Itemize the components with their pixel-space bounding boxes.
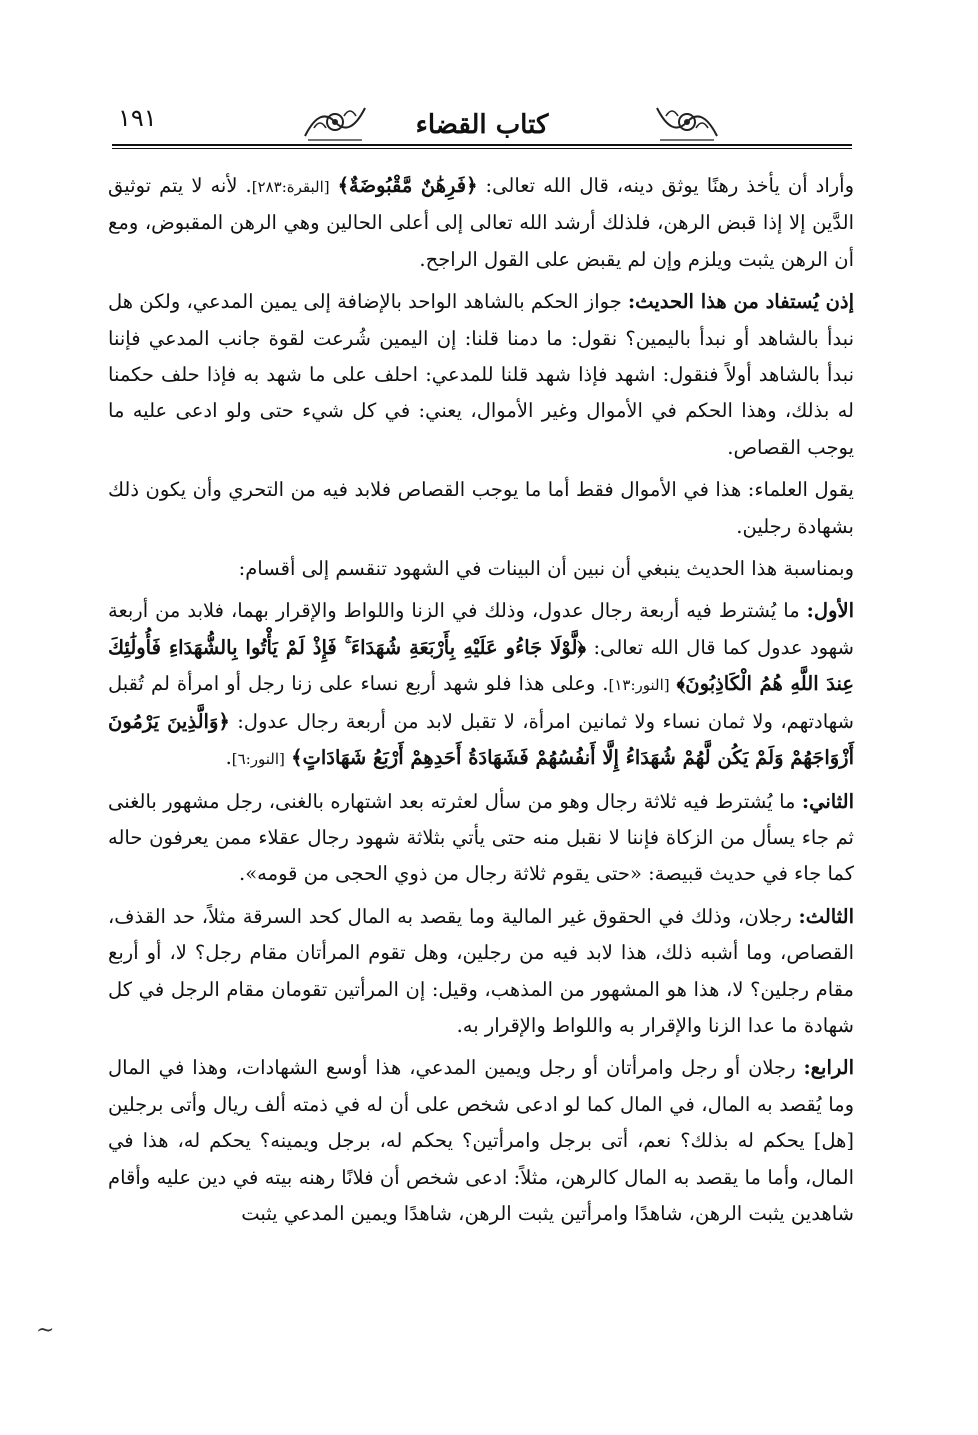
quran-quote: ﴿فَرِهَٰنٌ مَّقْبُوضَةٌ﴾ [337, 174, 478, 197]
quran-reference: [النور:١٣] [608, 676, 670, 695]
text-span: . [225, 746, 232, 770]
text-span: . لأنه لا يتم توثيق الدَّين إلا إذا قبض الرهن، فلذلك أرشد الله تعالى إلى أعلى الحالين وهي الرهن المقبوض، ومع أن الرهن يثبت ويلزم وإن لم يقبض على القول الراجح. [108, 174, 854, 271]
quran-quote: ﴿لَّوْلَا جَاءُو عَلَيْهِ بِأَرْبَعَةِ شُهَدَاءَ ۚ فَإِذْ لَمْ يَأْتُوا بِالشُّهَدَاءِ فَأُولَٰئِكَ عِندَ اللَّهِ هُمُ الْكَاذِبُونَ﴾ [108, 635, 854, 696]
paragraph-3 [108, 472, 854, 545]
paragraph-lead: الثالث: [798, 904, 854, 928]
right-ornament-icon [652, 96, 722, 148]
paragraph-4 [108, 551, 854, 587]
text-span: رجلان، وذلك في الحقوق غير المالية وما يقصد به المال كحد السرقة مثلاً، حد القذف، القصاص، وما أشبه ذلك، هذا لابد فيه من رجلين، وهل تقوم المرأتان مقام رجل؟ لا، أو أربع مقام رجلين؟ لا، هذا هو المشهور من المذهب، وقيل: إن المرأتين تقومان مقام الرجل في كل شهادة ما عدا الزنا والإقرار به واللواط والإقرار به. [108, 904, 854, 1037]
paragraph-lead: الأول: [806, 599, 854, 623]
quran-quote: ﴿وَالَّذِينَ يَرْمُونَ أَزْوَاجَهُمْ وَلَمْ يَكُن لَّهُمْ شُهَدَاءُ إِلَّا أَنفُسُهُمْ فَشَهَادَةُ أَحَدِهِمْ أَرْبَعُ شَهَادَاتٍ﴾ [108, 709, 854, 770]
text-span: ما يُشترط فيه أربعة رجال عدول، وذلك في الزنا واللواط والإقرار بهما، فلابد من أربعة شهود عدول كما قال الله تعالى: [108, 599, 854, 659]
paragraph-8 [108, 1050, 854, 1232]
margin-mark: ~ [36, 1318, 55, 1343]
body-text [108, 168, 854, 1238]
page-number: ١٩١ [118, 104, 157, 132]
paragraph-lead: الثاني: [801, 789, 854, 813]
paragraph-6 [108, 784, 854, 893]
header-title: كتاب القضاء [415, 110, 549, 140]
paragraph-lead: الرابع: [803, 1056, 854, 1080]
paragraph-7 [108, 899, 854, 1045]
quran-reference: [البقرة:٢٨٣] [251, 178, 330, 196]
paragraph-1 [108, 168, 854, 278]
header-rule [112, 144, 852, 149]
paragraph-2 [108, 284, 854, 466]
text-span: وبمناسبة هذا الحديث ينبغي أن نبين أن البينات في الشهود تنقسم إلى أقسام: [238, 557, 854, 581]
text-span: ما يُشترط فيه ثلاثة رجال وهو من سأل لعثرته بعد اشتهاره بالغنى، رجل مشهور بالغنى ثم جاء يسأل من الزكاة فإننا لا نقبل منه حتى يأتي بثلاثة شهود رجال عقلاء ممن يعرفون حاله كما جاء في حديث قبيصة: «حتى يقوم ثلاثة رجال من ذوي الحجى من قومه». [108, 789, 854, 886]
text-span: يقول العلماء: هذا في الأموال فقط أما ما يوجب القصاص فلابد فيه من التحري وأن يكون ذلك بشهادة رجلين. [108, 478, 854, 538]
paragraph-5 [108, 593, 854, 777]
quran-reference: [النور:٦] [231, 750, 285, 769]
text-span: جواز الحكم بالشاهد الواحد بالإضافة إلى يمين المدعي، ولكن هل نبدأ بالشاهد أو نبدأ باليمين؟ نقول: ما دمنا قلنا: إن اليمين شُرعت لقوة جانب المدعي فإننا نبدأ بالشاهد أولاً فنقول: اشهد فإذا شهد قلنا للمدعي: احلف على ما شهد به فإذا حلف حكمنا له بذلك، وهذا الحكم في الأموال وغير الأموال، يعني: في كل شيء حتى ولو ادعى عليه ما يوجب القصاص. [108, 290, 854, 459]
paragraph-lead: إذن يُستفاد من هذا الحديث: [627, 290, 854, 314]
text-span: وأراد أن يأخذ رهنًا يوثق دينه، قال الله تعالى: [477, 174, 854, 197]
text-span: رجلان أو رجل وامرأتان أو رجل ويمين المدعي، هذا أوسع الشهادات، وهذا في المال وما يُقصد به المال، في المال كما لو ادعى شخص على أن له في ذمته ألف ريال وأتى برجلين [هل] يحكم له بذلك؟ نعم، أتى برجل وامرأتين؟ يحكم له، برجل ويمينه؟ يحكم له، هذا في المال، وأما ما يقصد به المال كالرهن، مثلاً: ادعى شخص أن فلانًا رهنه بيته في دين عليه وأقام شاهدين يثبت الرهن، شاهدًا وامرأتين يثبت الرهن، شاهدًا ويمين المدعي يثبت [108, 1056, 854, 1225]
running-header [112, 96, 852, 156]
text-span: . وعلى هذا فلو شهد أربع نساء على زنا رجل أو امرأة لم تُقبل شهادتهم، ولا ثمان نساء ولا ثمانين امرأة، لا تقبل لابد من أربعة رجال عدول: [108, 672, 854, 733]
